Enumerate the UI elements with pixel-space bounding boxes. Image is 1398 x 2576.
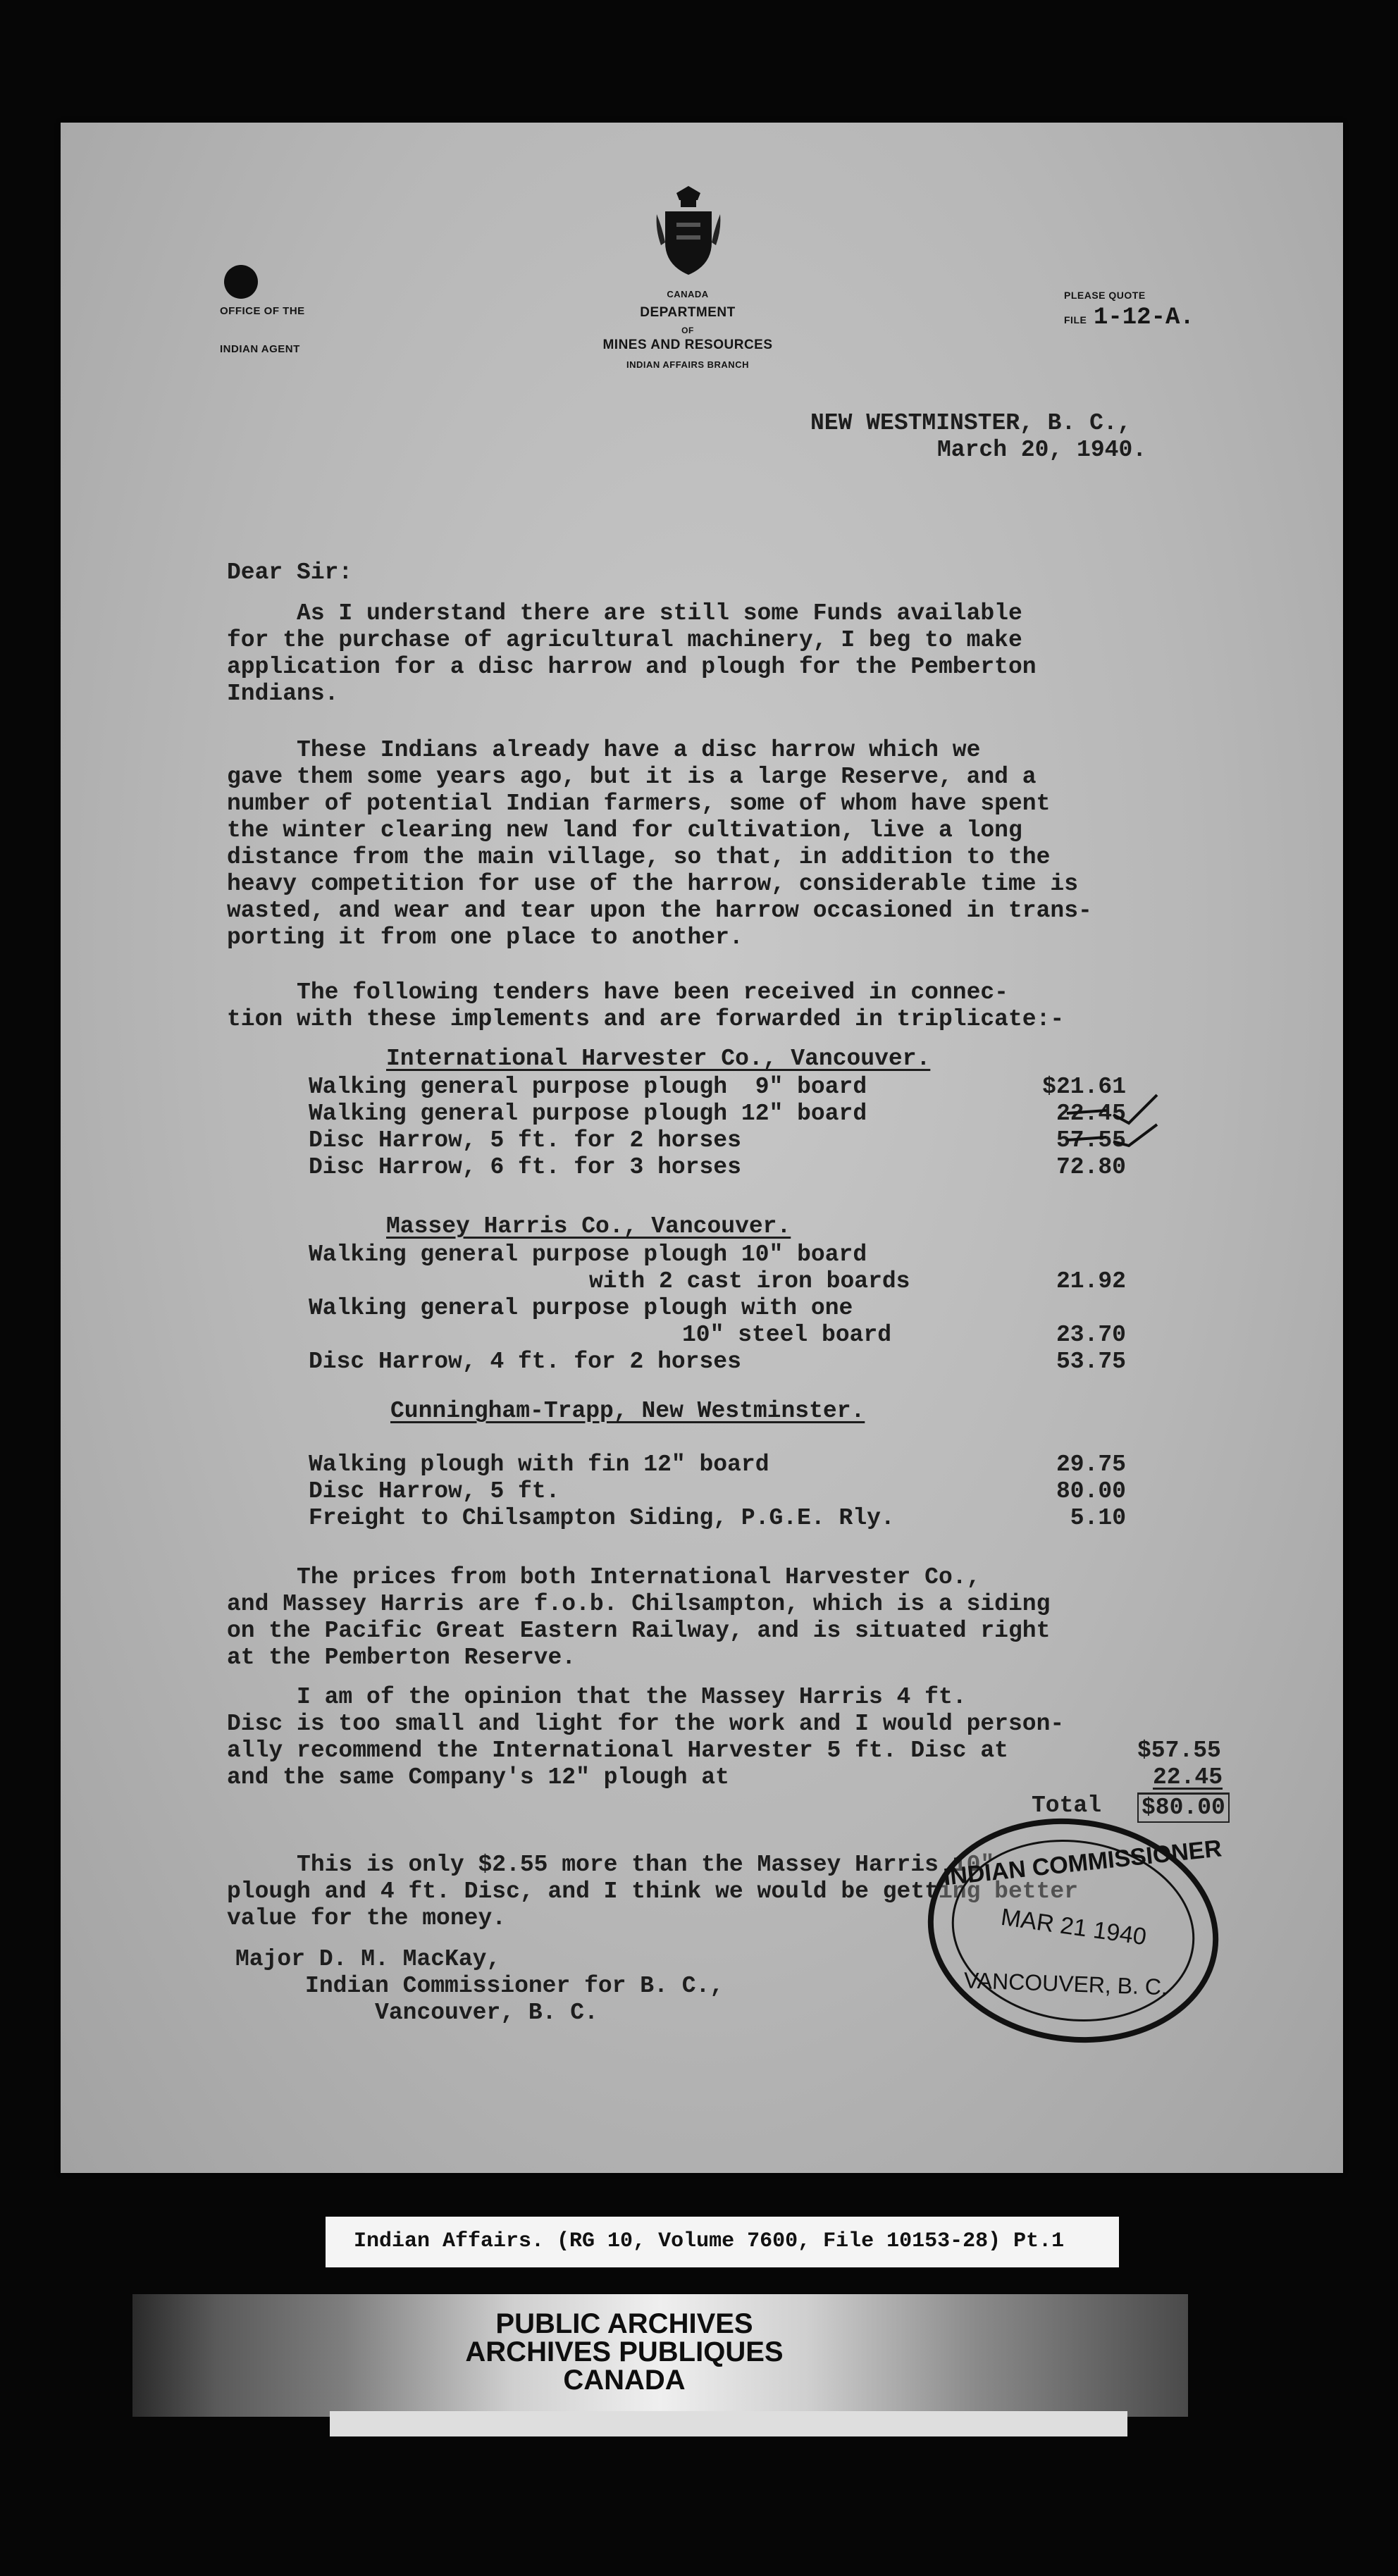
tender-item-desc: Disc Harrow, 5 ft. — [309, 1478, 560, 1504]
paragraph-2 — [227, 737, 1092, 951]
paragraph-line: As I understand there are still some Funds available — [227, 600, 1022, 626]
paragraph-line: The prices from both International Harvester Co., — [227, 1564, 981, 1590]
archive-stamp-text — [420, 2310, 829, 2394]
recommended-disc-price: $57.55 — [1137, 1738, 1221, 1764]
file-label: FILE — [1064, 314, 1087, 326]
stamp-location-text: VANCOUVER, B. C. — [963, 1967, 1168, 2000]
dateline-date: March 20, 1940. — [937, 437, 1147, 463]
handwritten-check-marks-icon — [1064, 1085, 1163, 1148]
recommended-plough-price: 22.45 — [1153, 1764, 1223, 1790]
addressee-block — [235, 1946, 724, 2026]
paragraph-line: number of potential Indian farmers, some of whom have spent — [227, 791, 1051, 817]
tender-item — [309, 1451, 1309, 1478]
stamp-date: MAR 21 1940 — [999, 1903, 1149, 1951]
paragraph-line: tion with these implements and are forwarded in triplicate:- — [227, 1006, 1065, 1032]
tender-item-desc: Freight to Chilsampton Siding, P.G.E. Rly. — [309, 1505, 895, 1531]
tender-item-price: 23.70 — [1056, 1322, 1126, 1348]
of-label: OF — [681, 326, 694, 335]
paragraph-line: Indians. — [227, 681, 339, 707]
dateline-place: NEW WESTMINSTER, B. C., — [810, 410, 1132, 436]
stamp-office-text: INDIAN COMMISSIONER — [942, 1835, 1223, 1891]
tender-list-massey-harris — [309, 1241, 1309, 1375]
punch-hole — [224, 265, 258, 299]
mines-and-resources-label: MINES AND RESOURCES — [602, 338, 773, 352]
paragraph-line: heavy competition for use of the harrow, considerable time is — [227, 871, 1078, 897]
tender-item-desc: Walking general purpose plough 9" board — [309, 1074, 867, 1100]
tender-item-price: 29.75 — [1056, 1451, 1126, 1478]
tender-item — [309, 1295, 1309, 1322]
paragraph-line: distance from the main village, so that, in addition to the — [227, 844, 1051, 870]
indian-affairs-branch-label: INDIAN AFFAIRS BRANCH — [626, 359, 749, 370]
tender-item-desc: Disc Harrow, 6 ft. for 3 horses — [309, 1154, 741, 1180]
tender-item-price: 80.00 — [1056, 1478, 1126, 1504]
canada-label: CANADA — [667, 289, 709, 299]
file-number: 1-12-A. — [1093, 304, 1194, 331]
addressee-line: Indian Commissioner for B. C., — [235, 1973, 724, 1999]
paragraph-line: plough and 4 ft. Disc, and I think we would be getting better — [227, 1878, 1078, 1905]
paragraph-line: value for the money. — [227, 1905, 507, 1931]
addressee-line: Major D. M. MacKay, — [235, 1946, 501, 1972]
paragraph-line: The following tenders have been received in connec- — [227, 979, 1008, 1005]
coat-of-arms-icon — [655, 186, 722, 279]
tender-item-desc: with 2 cast iron boards — [589, 1268, 910, 1294]
paragraph-3 — [227, 979, 1064, 1033]
tender-item-price: 22.45 — [1056, 1101, 1126, 1127]
paragraph-line: the winter clearing new land for cultivation, live a long — [227, 817, 1022, 843]
tender-item-desc: Walking general purpose plough 10" board — [309, 1241, 867, 1268]
paragraph-line: This is only $2.55 more than the Massey Harris 10" — [227, 1852, 995, 1878]
paragraph-line: gave them some years ago, but it is a large Reserve, and a — [227, 764, 1037, 790]
total-label: Total — [1032, 1792, 1102, 1819]
paragraph-line: and the same Company's 12" plough at — [227, 1764, 729, 1790]
paragraph-line: for the purchase of agricultural machinery, I beg to make — [227, 627, 1022, 653]
please-quote-label: PLEASE QUOTE — [1064, 290, 1146, 301]
department-label: DEPARTMENT — [640, 305, 736, 320]
file-reference — [1064, 304, 1194, 331]
paragraph-1 — [227, 600, 1037, 707]
tender-item-desc: Walking general purpose plough with one — [309, 1295, 853, 1321]
paragraph-line: I am of the opinion that the Massey Harris 4 ft. — [227, 1684, 967, 1710]
tender-item-desc: 10" steel board — [682, 1322, 892, 1348]
tender-heading-massey-harris: Massey Harris Co., Vancouver. — [386, 1213, 791, 1239]
tender-list-cunningham-trapp — [309, 1451, 1309, 1532]
paragraph-5 — [227, 1684, 1064, 1791]
tender-item — [309, 1478, 1309, 1505]
tender-item-price: 57.55 — [1056, 1127, 1126, 1153]
tender-item — [309, 1154, 1309, 1181]
tender-item-desc: Walking general purpose plough 12" board — [309, 1101, 867, 1127]
paragraph-line: application for a disc harrow and plough for the Pemberton — [227, 654, 1037, 680]
archive-line-1: PUBLIC ARCHIVES — [495, 2308, 753, 2339]
indian-agent-label: INDIAN AGENT — [220, 343, 300, 355]
paragraph-line: ally recommend the International Harvester 5 ft. Disc at — [227, 1738, 1008, 1764]
tender-item-desc: Disc Harrow, 5 ft. for 2 horses — [309, 1127, 741, 1153]
tender-item-price: 21.92 — [1056, 1268, 1126, 1294]
paragraph-line: Disc is too small and light for the work and I would person- — [227, 1711, 1065, 1737]
tender-item-desc: Walking plough with fin 12" board — [309, 1451, 769, 1478]
tender-item-price: 72.80 — [1056, 1154, 1126, 1180]
archive-bottom-strip — [330, 2411, 1127, 2436]
tender-item — [309, 1349, 1309, 1375]
paragraph-line: on the Pacific Great Eastern Railway, and is situated right — [227, 1618, 1051, 1644]
office-of-label: OFFICE OF THE — [220, 305, 305, 317]
addressee-line: Vancouver, B. C. — [235, 2000, 598, 2026]
total-amount: $80.00 — [1137, 1792, 1230, 1823]
tender-item — [309, 1268, 1309, 1295]
paragraph-line: and Massey Harris are f.o.b. Chilsampton, which is a siding — [227, 1591, 1051, 1617]
archive-line-2: ARCHIVES PUBLIQUES — [465, 2336, 784, 2367]
tender-item-price: 5.10 — [1070, 1505, 1126, 1531]
paragraph-line: at the Pemberton Reserve. — [227, 1645, 576, 1671]
archive-reference-label — [326, 2217, 1119, 2267]
tender-item-desc: Disc Harrow, 4 ft. for 2 horses — [309, 1349, 741, 1375]
paragraph-line: These Indians already have a disc harrow which we — [227, 737, 981, 763]
tender-heading-cunningham-trapp: Cunningham-Trapp, New Westminster. — [390, 1398, 865, 1424]
tender-item-price: $21.61 — [1042, 1074, 1126, 1100]
archive-reference-text: Indian Affairs. (RG 10, Volume 7600, File 10153-28) Pt.1 — [354, 2229, 1065, 2253]
paragraph-line: wasted, and wear and tear upon the harrow occasioned in trans- — [227, 898, 1092, 924]
salutation: Dear Sir: — [227, 559, 353, 586]
paragraph-line: porting it from one place to another. — [227, 924, 743, 950]
archive-line-3: CANADA — [563, 2365, 686, 2396]
tender-heading-international-harvester: International Harvester Co., Vancouver. — [386, 1046, 931, 1072]
tender-item — [309, 1241, 1309, 1268]
tender-item-price: 53.75 — [1056, 1349, 1126, 1375]
paragraph-4 — [227, 1564, 1050, 1671]
tender-item — [309, 1505, 1309, 1532]
tender-item — [309, 1322, 1309, 1349]
